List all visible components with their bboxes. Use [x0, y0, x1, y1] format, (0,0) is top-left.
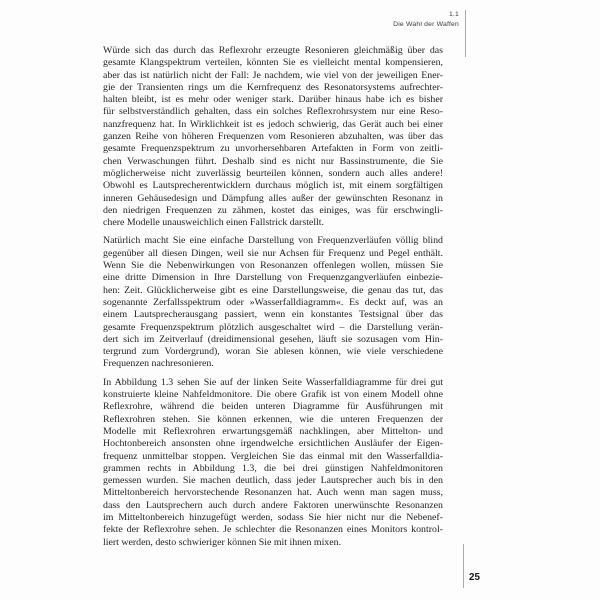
- text-line: gesamte Klangspektrum verteilen, könnten Sie es vielleicht mental kompensieren,: [103, 57, 443, 69]
- footer-rule: [463, 544, 464, 588]
- text-line: inneren Gehäusedesign und Dämpfung alles außer der gewünschten Resonanz in: [103, 192, 443, 204]
- text-line: gie der Transienten rings um die Kernfrequenz des Resonatorsystems aufrechter-: [103, 81, 443, 93]
- text-line: Reflexrohren stehen. Sie können erkennen, wie die unteren Frequenzen der: [103, 413, 443, 425]
- text-line: Hochtonbereich ansonsten ohne irgendwelche ersichtlichen Ausläufer der Eigen-: [103, 438, 443, 450]
- section-title: Die Wahl der Waffen: [393, 20, 459, 28]
- text-line: frequenz unmittelbar stoppen. Vergleichen Sie das einmal mit den Wasserfalldia-: [103, 450, 443, 462]
- text-line: tergrund zum Vordergrund), woran Sie ablesen können, wie viele verschiedene: [103, 346, 443, 358]
- text-line: im Mitteltonbereich hinzugefügt werden, sodass Sie hier nicht nur die Nebenef-: [103, 511, 443, 523]
- header-rule: [465, 10, 466, 57]
- text-line: chere Modelle unausweichlich einen Fallstrick darstellt.: [103, 217, 325, 229]
- text-line: eine dritte Dimension in Ihre Darstellung von Frequenzgangverläufen einbezie-: [103, 272, 443, 284]
- text-line: ganzen Reihe von höheren Frequenzen vom Resonieren abzuhalten, was über das: [103, 131, 443, 143]
- text-line: hen: Zeit. Glücklicherweise gibt es eine Darstellungsweise, die genau das tut, das: [103, 284, 443, 296]
- text-line: gesamte Frequenzspektrum zu unvorhersehbaren Artefakten in Form von zeitli-: [103, 143, 443, 155]
- text-line: gesamte Frequenzspektrum plötzlich ausgeschaltet wird – die Darstellung verän-: [103, 321, 443, 333]
- text-line: nanzfrequenz hat. In Wirklichkeit ist es jedoch schwierig, das Gerät auch bei einer: [103, 118, 443, 130]
- text-line: Mitteltonbereich hervorstechende Resonanzen hat. Auch wenn man sagen muss,: [103, 487, 443, 499]
- text-line: aber das ist natürlich nicht der Fall: Je nachdem, wie viel von der jeweiligen Ener-: [103, 69, 443, 81]
- text-line: grammen rechts in Abbildung 1.3, die bei drei günstigen Nahfeldmonitoren: [103, 462, 443, 474]
- text-line: liert werden, desto schwieriger können Sie mit ihnen mixen.: [103, 536, 342, 548]
- paragraph: [103, 377, 443, 549]
- text-line: sogenannte Zerfallsspektrum oder »Wasserfalldiagramm«. Es deckt auf, was an: [103, 296, 443, 308]
- text-line: gegenüber all diesen Dingen, weil sie nur Achsen für Frequenz und Pegel enthält.: [103, 247, 443, 259]
- text-line: dass den Lautsprechern auch durch andere Faktoren unerwünschte Resonanzen: [103, 499, 443, 511]
- text-line: Obwohl es Lautsprecherentwicklern durchaus möglich ist, mit einem sorgfältigen: [103, 180, 443, 192]
- text-line: chen Verwaschungen führt. Deshalb sind es nicht nur Bassinstrumente, die Sie: [103, 155, 443, 167]
- text-line: Frequenzen nachresonieren.: [103, 358, 214, 370]
- body-text: [103, 45, 443, 555]
- text-line: für selbstverständlich gehalten, dass ein solches Reflexrohrsystem nur eine Reso-: [103, 106, 443, 118]
- text-line: fekte der Reflexrohre sehen. Je schlechter die Resonanzen eines Monitors kontrol-: [103, 524, 443, 536]
- text-line: In Abbildung 1.3 sehen Sie auf der linken Seite Wasserfalldiagramme für drei gut: [103, 376, 443, 388]
- text-line: konstruierte kleine Nahfeldmonitore. Die obere Grafik ist von einem Modell ohne: [103, 389, 443, 401]
- text-line: gemessen wurden. Sie machen deutlich, dass jeder Lautsprecher auch bis in den: [103, 475, 443, 487]
- text-line: einem Lautsprecherausgang passiert, wenn ein konstantes Testsignal über das: [103, 309, 443, 321]
- text-line: Würde sich das durch das Reflexrohr erzeugte Resonieren gleichmäßig über das: [103, 45, 443, 56]
- text-line: dert sich im Zeitverlauf (dreidimensional gesehen, läuft sie sozusagen vom Hin-: [103, 333, 443, 345]
- running-header: [393, 10, 459, 29]
- text-line: Modelle mit Reflexrohren erwartungsgemäß nachklingen, aber Mittelton- und: [103, 425, 443, 437]
- text-line: halten bleibt, ist es mehr oder weniger stark. Darüber hinaus habe ich es bisher: [103, 94, 443, 106]
- section-number: 1.1: [448, 11, 459, 18]
- text-line: den niedrigen Frequenzen zu zähmen, kostet das einiges, was für erschwingli-: [103, 204, 443, 216]
- paragraph: [103, 235, 443, 370]
- text-line: möglicherweise nicht zuverlässig beurteilen können, sondern auch alles andere!: [103, 167, 443, 179]
- paragraph: [103, 45, 443, 229]
- text-line: Wenn Sie die Nebenwirkungen von Resonanzen offenlegen wollen, müssen Sie: [103, 260, 443, 272]
- text-line: Natürlich macht Sie eine einfache Darstellung von Frequenzverläufen völlig blind: [103, 235, 443, 247]
- page-number: 25: [469, 572, 480, 583]
- text-line: Reflexrohre, während die beiden unteren Diagramme für Ausführungen mit: [103, 401, 443, 413]
